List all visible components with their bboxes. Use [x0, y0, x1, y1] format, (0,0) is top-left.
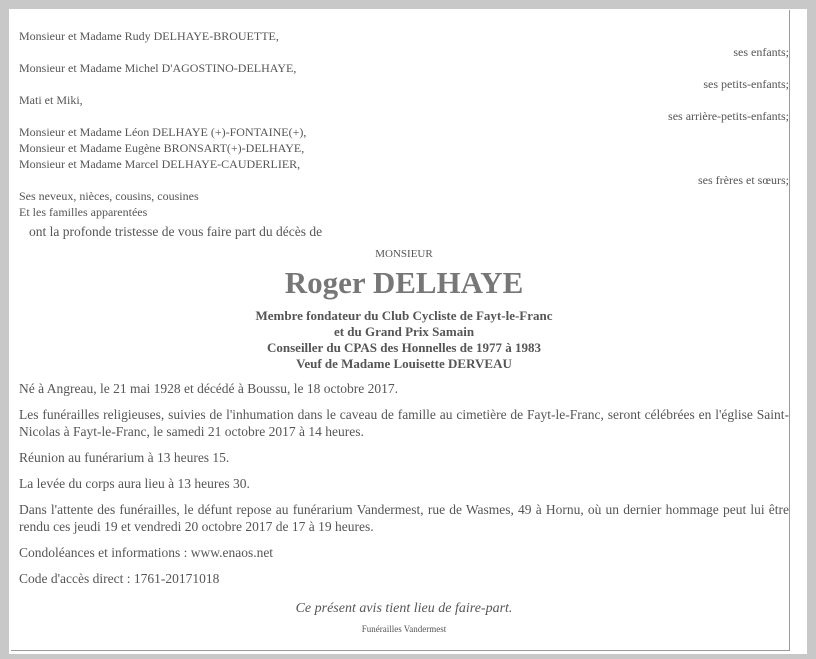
closing-note: Ce présent avis tient lieu de faire-part. — [295, 601, 513, 616]
visitation-info: Dans l'attente des funérailles, le défunt repose au funérarium Vandermest, rue de Wasmes, 49 à Hornu, où un dernier hommage peut lui être rendu ces jeudi 19 et vendredi 20 octobre 2017 de 17 à 19 heures. — [19, 502, 789, 534]
family-line: Et les familles apparentées — [19, 205, 148, 219]
deceased-name: Roger DELHAYE — [284, 265, 524, 300]
condolences-info: Condoléances et informations : www.enaos.net — [19, 545, 274, 560]
honorific: MONSIEUR — [375, 248, 433, 260]
relation-label: ses petits-enfants; — [703, 77, 789, 91]
deceased-titles — [19, 308, 789, 372]
birth-death-info: Né à Angreau, le 21 mai 1928 et décédé à Boussu, le 18 octobre 2017. — [19, 381, 399, 396]
family-line: Monsieur et Madame Léon DELHAYE (+)-FONTAINE(+), — [19, 125, 307, 139]
intro-text: ont la profonde tristesse de vous faire part du décès de — [29, 224, 323, 239]
family-group-grandchildren — [19, 60, 789, 92]
family-line: Monsieur et Madame Michel D'AGOSTINO-DELHAYE, — [19, 61, 297, 75]
family-line: Monsieur et Madame Eugène BRONSART(+)-DELHAYE, — [19, 141, 305, 155]
family-line: Ses neveux, nièces, cousins, cousines — [19, 189, 199, 203]
family-line: Mati et Miki, — [19, 93, 83, 107]
family-group-children — [19, 28, 789, 60]
title-line: et du Grand Prix Samain — [333, 324, 475, 339]
title-line: Veuf de Madame Louisette DERVEAU — [296, 356, 512, 371]
relation-label: ses arrière-petits-enfants; — [668, 109, 789, 123]
removal-info: La levée du corps aura lieu à 13 heures 30. — [19, 476, 250, 491]
family-line: Monsieur et Madame Marcel DELHAYE-CAUDERLIER, — [19, 157, 301, 171]
death-notice — [19, 28, 789, 635]
relation-label: ses frères et sœurs; — [698, 173, 789, 187]
family-group-extended — [19, 188, 789, 220]
funeral-info: Les funérailles religieuses, suivies de l'inhumation dans le caveau de famille au cimetière de Fayt-le-Franc, seront célébrées en l'église Saint-Nicolas à Fayt-le-Franc, le samedi 21 octobre 2017 à 14 heures. — [19, 407, 789, 439]
gathering-info: Réunion au funérarium à 13 heures 15. — [19, 450, 230, 465]
family-group-great-grandchildren — [19, 92, 789, 124]
family-line: Monsieur et Madame Rudy DELHAYE-BROUETTE, — [19, 29, 279, 43]
relation-label: ses enfants; — [733, 45, 789, 59]
family-group-siblings — [19, 124, 789, 188]
funeral-home-name: Funérailles Vandermest — [361, 624, 447, 634]
title-line: Conseiller du CPAS des Honnelles de 1977 à 1983 — [267, 340, 541, 355]
access-code: Code d'accès direct : 1761-20171018 — [19, 571, 220, 586]
title-line: Membre fondateur du Club Cycliste de Fayt-le-Franc — [255, 308, 553, 323]
